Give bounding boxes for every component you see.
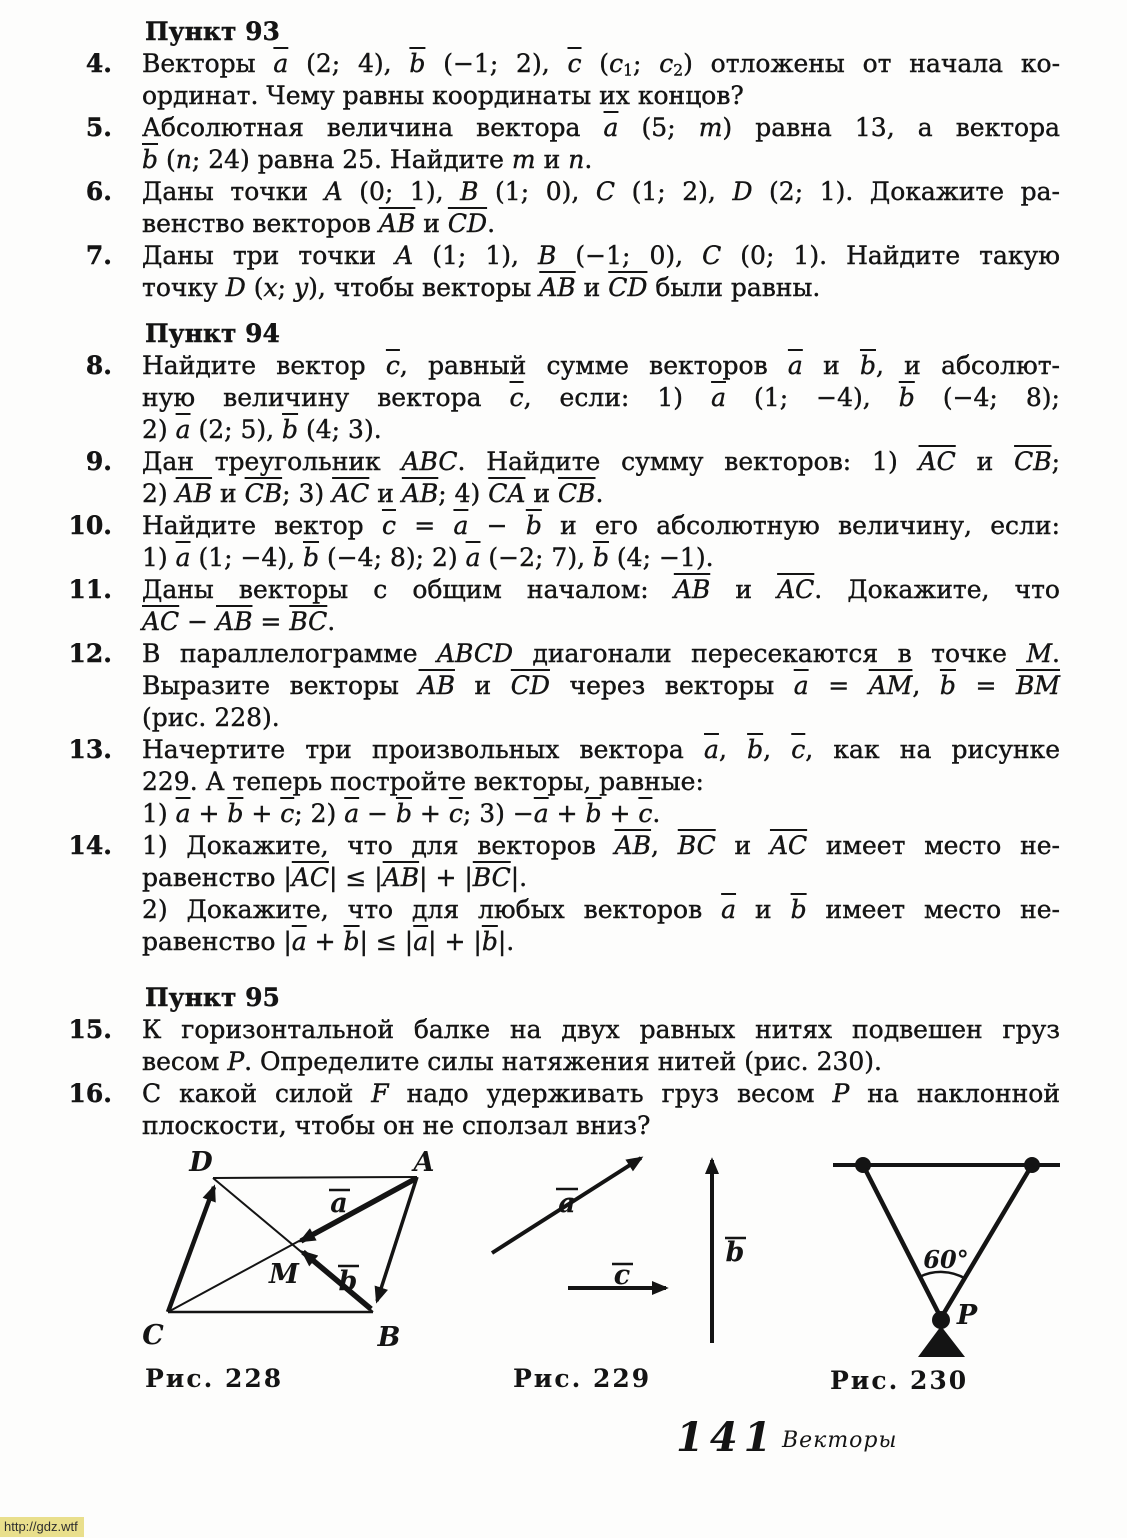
problems (0, 16, 1127, 1142)
section-heading: Пункт 93 (145, 17, 280, 46)
text-line: $\overline{AC} - \overline{AB} = \overline{BC}$. (142, 607, 336, 636)
vector-notation: $\overline{a}$ (711, 383, 726, 412)
vector-notation: $\overline{c}$ (638, 799, 653, 828)
text-line: $\overline{b}$ (n; 24) равна 25. Найдите m и n. (142, 145, 593, 174)
vector-notation: $\overline{b}$ (790, 895, 807, 924)
vector-notation: $\overline{a}$ (721, 895, 737, 924)
problem (0, 446, 1127, 510)
vector-notation: $\overline{AM}$ (868, 671, 913, 700)
text-line: Абсолютная величина вектора $\overline{a}$ (5; m) равна 13, а вектора (142, 113, 1060, 142)
chapter-title: Векторы (782, 1428, 898, 1453)
vector-notation: $\overline{CB}$ (558, 479, 596, 508)
vertex-label-B: B (377, 1322, 401, 1353)
figure-229-caption: Рис. 229 (513, 1364, 652, 1393)
problem-number: 10. (68, 511, 112, 540)
vector-notation: $\overline{b}$ (525, 511, 542, 540)
vector-notation: $\overline{CD}$ (447, 209, 488, 238)
arrow-CD (168, 1187, 214, 1312)
text-line: 229. А теперь постройте векторы, равные: (142, 767, 704, 796)
figure-228-caption: Рис. 228 (145, 1364, 284, 1393)
vector-notation: $\overline{AC}$ (142, 607, 180, 636)
text-line: венство векторов $\overline{AB}$ и $\overline{CD}$. (142, 209, 496, 238)
section-heading: Пункт 95 (145, 983, 280, 1012)
side-DA (213, 1177, 417, 1178)
vector-notation: $\overline{b}$ (939, 671, 956, 700)
vector-notation: $\overline{b}$ (227, 799, 244, 828)
figure-228 (142, 1147, 434, 1393)
problem (0, 176, 1127, 240)
vector-notation: $\overline{CD}$ (510, 671, 550, 700)
problem-number: 16. (68, 1079, 112, 1108)
problem-text (142, 734, 1060, 830)
vector-notation: $\overline{AC}$ (332, 479, 370, 508)
vector-notation: $\overline{AB}$ (175, 479, 213, 508)
vector-notation: $\overline{a}$ (175, 543, 191, 572)
vector-notation: $\overline{c}$ (567, 49, 582, 78)
vector-notation: $\overline{c}$ (791, 735, 806, 764)
vector-notation: $\overline{b}$ (859, 351, 876, 380)
problem (0, 48, 1127, 112)
section-heading: Пункт 94 (145, 319, 280, 348)
text-line: 2) $\overline{AB}$ и $\overline{CB}$; 3) $\overline{AC}$ и $\overline{AB}$; 4) $\overline{CA}$ и $\overline{CB}$. (142, 479, 604, 508)
vector-notation: $\overline{b}$ (898, 383, 915, 412)
text-line: В параллелограмме ABCD диагонали пересекаются в точке M. (142, 639, 1060, 668)
problem-text (142, 112, 1060, 176)
text-line: 2) Докажите, что для любых векторов $\overline{a}$ и $\overline{b}$ имеет место не- (142, 895, 1060, 924)
problem-number: 11. (68, 575, 112, 604)
problem (0, 574, 1127, 638)
problem-number: 13. (68, 735, 112, 764)
problem-text (142, 1014, 1060, 1078)
text-line: весом P. Определите силы натяжения нитей (рис. 230). (142, 1047, 882, 1076)
page-number: 141 (676, 1414, 778, 1461)
problem-text (142, 574, 1060, 638)
vector-notation: $\overline{a}$ (787, 351, 803, 380)
problem-text (142, 830, 1060, 958)
problem-number: 5. (85, 113, 112, 142)
vector-notation: $\overline{AB}$ (382, 863, 420, 892)
vector-notation: $\overline{c}$ (381, 511, 396, 540)
text-line: 2) $\overline{a}$ (2; 5), $\overline{b}$ (4; 3). (142, 415, 382, 444)
vector-notation: $\overline{a}$ (175, 415, 191, 444)
problem (0, 240, 1127, 304)
problem-number: 4. (85, 49, 112, 78)
vector-notation: $\overline{BC}$ (677, 831, 716, 860)
vector-notation: $\overline{c}$ (385, 351, 400, 380)
text-line: равенство $|\overline{AC}| \le |\overline{AB}| + |\overline{BC}|$. (142, 863, 528, 892)
vector-notation: $\overline{AC}$ (769, 831, 808, 860)
problem (0, 112, 1127, 176)
problem-number: 9. (85, 447, 112, 476)
text-line: 1) $\overline{a} + \overline{b} + \overline{c}$; 2) $\overline{a} - \overline{b} + \overline{c}$; $3) -\overline{a} + \overline{b} + \overline{c}$. (142, 799, 661, 828)
vector-notation: $\overline{a}$ (533, 799, 549, 828)
vector-notation: $\overline{BC}$ (289, 607, 328, 636)
text-line: Выразите векторы $\overline{AB}$ и $\overline{CD}$ через векторы $\overline{a} = \overline{AM}$, $\overline{b} = \overline{BM}$ (142, 671, 1060, 700)
vertex-label-C: C (142, 1320, 164, 1351)
vector-notation: $\overline{AB}$ (401, 479, 439, 508)
vector-b-label: b (338, 1266, 358, 1297)
vector-b-arrow (303, 1252, 371, 1309)
text-line: Начертите три произвольных вектора $\overline{a}$, $\overline{b}$, $\overline{c}$, как на рисунке (142, 735, 1061, 764)
problem (0, 830, 1127, 958)
problem-number: 8. (85, 351, 112, 380)
figure-229 (492, 1158, 746, 1393)
vector-c-label: c (613, 1260, 631, 1291)
section (0, 318, 1127, 958)
vector-notation: $\overline{a}$ (413, 927, 429, 956)
problem (0, 734, 1127, 830)
vector-notation: $\overline{a}$ (291, 927, 307, 956)
vector-notation: $\overline{CA}$ (488, 479, 526, 508)
vertex-label-A: A (413, 1147, 435, 1178)
problem-text (142, 638, 1060, 734)
vector-notation: $\overline{AB}$ (673, 575, 711, 604)
vector-notation: $\overline{c}$ (280, 799, 295, 828)
vector-notation: $\overline{b}$ (747, 735, 764, 764)
problem-number: 6. (85, 177, 112, 206)
text-line: ординат. Чему равны координаты их концов? (142, 81, 744, 110)
problem-text (142, 446, 1060, 510)
text-line: Найдите вектор $\overline{c} = \overline{a} - \overline{b}$ и его абсолютную величину, если: (142, 511, 1061, 540)
point-label-M: M (269, 1259, 299, 1290)
problem-number: 7. (85, 241, 112, 270)
text-line: 1) Докажите, что для векторов $\overline{AB}$, $\overline{BC}$ и $\overline{AC}$ имеет место не- (142, 831, 1060, 860)
section (0, 16, 1127, 304)
text-line: Даны векторы с общим началом: $\overline{AB}$ и $\overline{AC}$. Докажите, что (142, 575, 1060, 604)
problem-text (142, 350, 1060, 446)
vertex-label-D: D (189, 1147, 213, 1178)
vector-notation: $\overline{b}$ (282, 415, 299, 444)
vector-a-label: a (330, 1188, 348, 1219)
vector-notation: $\overline{a}$ (273, 49, 289, 78)
vector-notation: $\overline{BC}$ (472, 863, 511, 892)
vector-notation: $\overline{AB}$ (614, 831, 652, 860)
text-line: ную величину вектора $\overline{c}$, если: 1) $\overline{a}$ (1; −4), $\overline{b}$ (−4; 8); (142, 383, 1060, 412)
text-line: (рис. 228). (142, 703, 280, 732)
vector-notation: $\overline{AC}$ (918, 447, 956, 476)
text-line: точку D (x; y), чтобы векторы $\overline{AB}$ и $\overline{CD}$ были равны. (142, 273, 821, 302)
vector-notation: $\overline{a}$ (793, 671, 809, 700)
left-thread (863, 1165, 941, 1318)
vector-notation: $\overline{a}$ (175, 799, 191, 828)
angle-label: 60° (923, 1245, 969, 1274)
vector-notation: $\overline{BM}$ (1016, 671, 1060, 700)
vector-notation: $\overline{AB}$ (216, 607, 253, 636)
vector-notation: $\overline{a}$ (704, 735, 719, 764)
vector-notation: $\overline{a}$ (344, 799, 360, 828)
problem-text (142, 48, 1060, 112)
vector-notation: $\overline{b}$ (303, 543, 320, 572)
vector-notation: $\overline{b}$ (142, 145, 159, 174)
figure-230-caption: Рис. 230 (830, 1366, 969, 1395)
vector-notation: $\overline{b}$ (585, 799, 602, 828)
problem (0, 350, 1127, 446)
text-line: Даны три точки A (1; 1), B (−1; 0), C (0; 1). Найдите такую (142, 241, 1060, 270)
vector-notation: $\overline{a}$ (603, 113, 619, 142)
vector-notation: $\overline{CB}$ (244, 479, 283, 508)
vector-notation: $\overline{CD}$ (608, 273, 648, 302)
vector-notation: $\overline{b}$ (481, 927, 498, 956)
text-line: С какой силой F надо удерживать груз весом P на наклонной (142, 1079, 1060, 1108)
problem-text (142, 510, 1060, 574)
problem-number: 15. (68, 1015, 112, 1044)
vector-notation: $\overline{b}$ (592, 543, 609, 572)
watermark: http://gdz.wtf (0, 1517, 84, 1537)
text-line: Найдите вектор $\overline{c}$, равный сумме векторов $\overline{a}$ и $\overline{b}$, и абсолют- (142, 351, 1060, 380)
right-thread (941, 1165, 1032, 1318)
vector-notation: $\overline{b}$ (395, 799, 412, 828)
problem (0, 510, 1127, 574)
vector-notation: $\overline{a}$ (453, 511, 469, 540)
vector-notation: $\overline{AC}$ (291, 863, 329, 892)
text-line: Векторы $\overline{a}$ (2; 4), $\overline{b}$ (−1; 2), $\overline{c}$ ($c_1$; $c_2$) отложены от начала ко- (142, 49, 1061, 80)
text-line: плоскости, чтобы он не сползал вниз? (142, 1111, 651, 1140)
section (0, 982, 1127, 1142)
vector-notation: $\overline{c}$ (448, 799, 463, 828)
text-line: Дан треугольник ABC. Найдите сумму векторов: 1) $\overline{AC}$ и $\overline{CB}$; (142, 447, 1061, 476)
vector-notation: $\overline{AB}$ (418, 671, 455, 700)
problem-number: 14. (68, 831, 112, 860)
vector-notation: $\overline{b}$ (409, 49, 426, 78)
weight-label-P: P (956, 1300, 978, 1331)
vector-notation: $\overline{AB}$ (539, 273, 576, 302)
problem-text (142, 240, 1060, 304)
problem (0, 638, 1127, 734)
text-line: К горизонтальной балке на двух равных нитях подвешен груз (142, 1015, 1060, 1044)
vector-notation: $\overline{a}$ (465, 543, 481, 572)
vector-notation: $\overline{CB}$ (1014, 447, 1052, 476)
problem-text (142, 176, 1060, 240)
figures (0, 1130, 1127, 1420)
text-line: 1) $\overline{a}$ (1; −4), $\overline{b}$ (−4; 8); 2) $\overline{a}$ (−2; 7), $\overline{b}$ (4; −1). (142, 543, 714, 572)
figure-230 (830, 1157, 1060, 1395)
text-line: равенство $|\overline{a} + \overline{b}| \le |\overline{a}| + |\overline{b}|$. (142, 927, 515, 956)
vector-notation: $\overline{AB}$ (378, 209, 416, 238)
problem-number: 12. (68, 639, 112, 668)
vector-a-label: a (558, 1188, 576, 1219)
problem (0, 1014, 1127, 1078)
vector-notation: $\overline{c}$ (509, 383, 524, 412)
vector-b-label: b (725, 1237, 745, 1268)
vector-notation: $\overline{b}$ (343, 927, 360, 956)
text-line: Даны точки A (0; 1), B (1; 0), C (1; 2), D (2; 1). Докажите ра- (142, 177, 1061, 206)
vector-notation: $\overline{AC}$ (777, 575, 815, 604)
